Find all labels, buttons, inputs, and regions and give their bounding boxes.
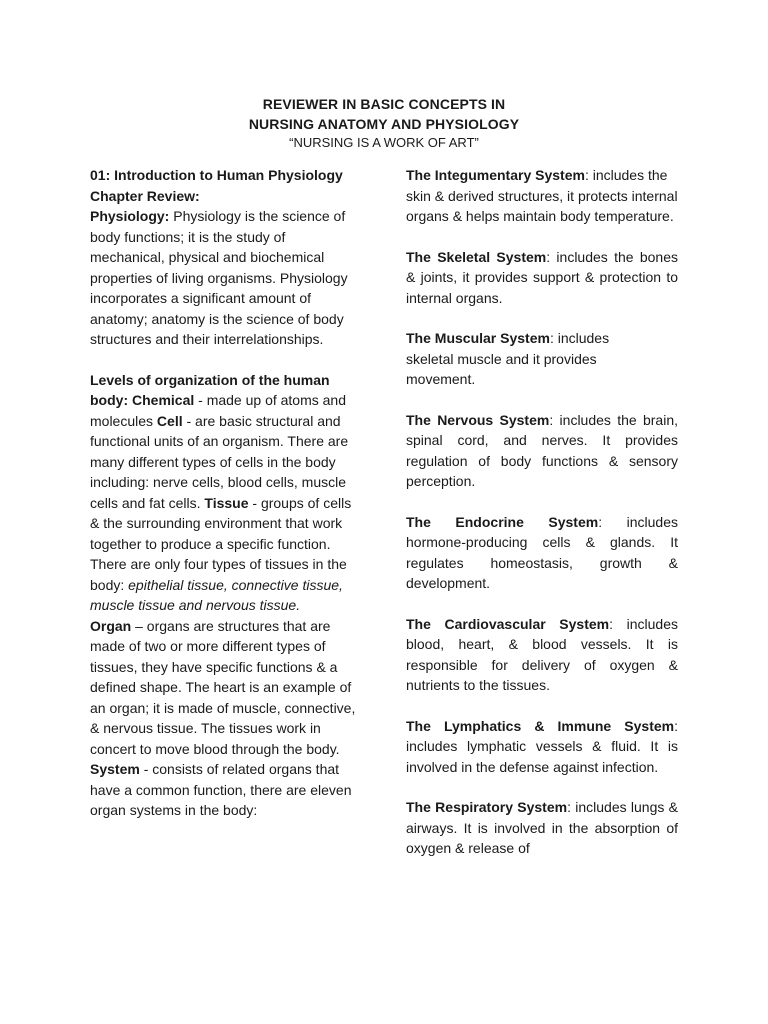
lymphatic-term: The Lymphatics & Immune System: [406, 717, 675, 734]
levels-paragraph: [90, 370, 362, 821]
respiratory-text: : includes lungs & airways. It is involved in the absorption of oxygen & release of: [406, 799, 678, 856]
cell-text: - are basic structural and functional units of an organism. There are many different types of cells in the body including: nerve cells, blood cells, muscle cells and fat cells.: [90, 412, 349, 511]
muscular-term: The Muscular System: [406, 330, 550, 346]
organ-text: – organs are structures that are made of two or more different types of tissues, they have specific functions & a defined shape. The heart is an example of an organ; it is made of muscle, connective, & nervous tissue. The tissues work in concert to move blood through the body.: [90, 617, 356, 757]
lymphatic-paragraph: [406, 716, 678, 778]
document-header: [0, 94, 768, 152]
document-title-line-1: REVIEWER IN BASIC CONCEPTS IN: [262, 96, 506, 112]
document-subtitle: “NURSING IS A WORK OF ART”: [289, 135, 479, 150]
organ-term: Organ: [90, 617, 132, 634]
document-title-line-2: NURSING ANATOMY AND PHYSIOLOGY: [248, 116, 520, 132]
nervous-term: The Nervous System: [406, 411, 550, 428]
physiology-term: Physiology:: [90, 208, 170, 224]
endocrine-term: The Endocrine System: [406, 513, 599, 530]
cardiovascular-text: : includes blood, heart, & blood vessels. It is responsible for delivery of oxygen & nutrients to the tissues.: [406, 615, 678, 693]
system-term: System: [90, 761, 140, 777]
nervous-paragraph: [406, 410, 678, 492]
endocrine-paragraph: [406, 512, 678, 594]
skeletal-term: The Skeletal System: [406, 248, 547, 265]
integumentary-text: : includes the skin & derived structures, it protects internal organs & helps maintain body temperature.: [406, 167, 678, 224]
respiratory-term: The Respiratory System: [406, 799, 568, 815]
skeletal-text: : includes the bones & joints, it provides support & protection to internal organs.: [406, 248, 679, 306]
endocrine-text: : includes hormone-producing cells & glands. It regulates homeostasis, growth & development.: [406, 513, 678, 591]
physiology-text: Physiology is the science of body functions; it is the study of mechanical, physical and biochemical properties of living organisms. Physiology incorporates a significant amount of anatomy; anatomy is the science of body structures and their interrelationships.: [90, 208, 348, 347]
integumentary-term: The Integumentary System: [406, 167, 585, 183]
system-text: - consists of related organs that have a common function, there are eleven organ systems in the body:: [90, 761, 352, 818]
left-column: [90, 165, 362, 821]
levels-heading: Levels of organization of the human body:: [90, 371, 330, 408]
chemical-term: Chemical: [128, 392, 195, 408]
skeletal-paragraph: [406, 247, 678, 309]
tissue-text: - groups of cells & the surrounding environment that work together to produce a specific function. There are only four types of tissues in the body:: [90, 494, 352, 593]
lymphatic-text: : includes lymphatic vessels & fluid. It is involved in the defense against infection.: [406, 717, 678, 775]
intro-heading: 01: Introduction to Human Physiology Chapter Review:: [90, 167, 343, 204]
cardiovascular-paragraph: [406, 614, 678, 696]
chemical-text: - made up of atoms and molecules: [90, 392, 347, 429]
intro-paragraph: [90, 165, 362, 350]
cardiovascular-term: The Cardiovascular System: [406, 615, 610, 632]
integumentary-paragraph: [406, 165, 678, 227]
cell-term: Cell: [156, 412, 183, 429]
right-column: [406, 165, 678, 859]
tissue-types: epithelial tissue, connective tissue, muscle tissue and nervous tissue.: [90, 576, 343, 613]
nervous-text: : includes the brain, spinal cord, and nerves. It provides regulation of body functions & sensory perception.: [406, 411, 679, 489]
respiratory-paragraph: [406, 797, 678, 859]
muscular-text: : includes skeletal muscle and it provides movement.: [406, 330, 610, 387]
tissue-term: Tissue: [204, 494, 249, 511]
muscular-paragraph: [406, 328, 636, 390]
